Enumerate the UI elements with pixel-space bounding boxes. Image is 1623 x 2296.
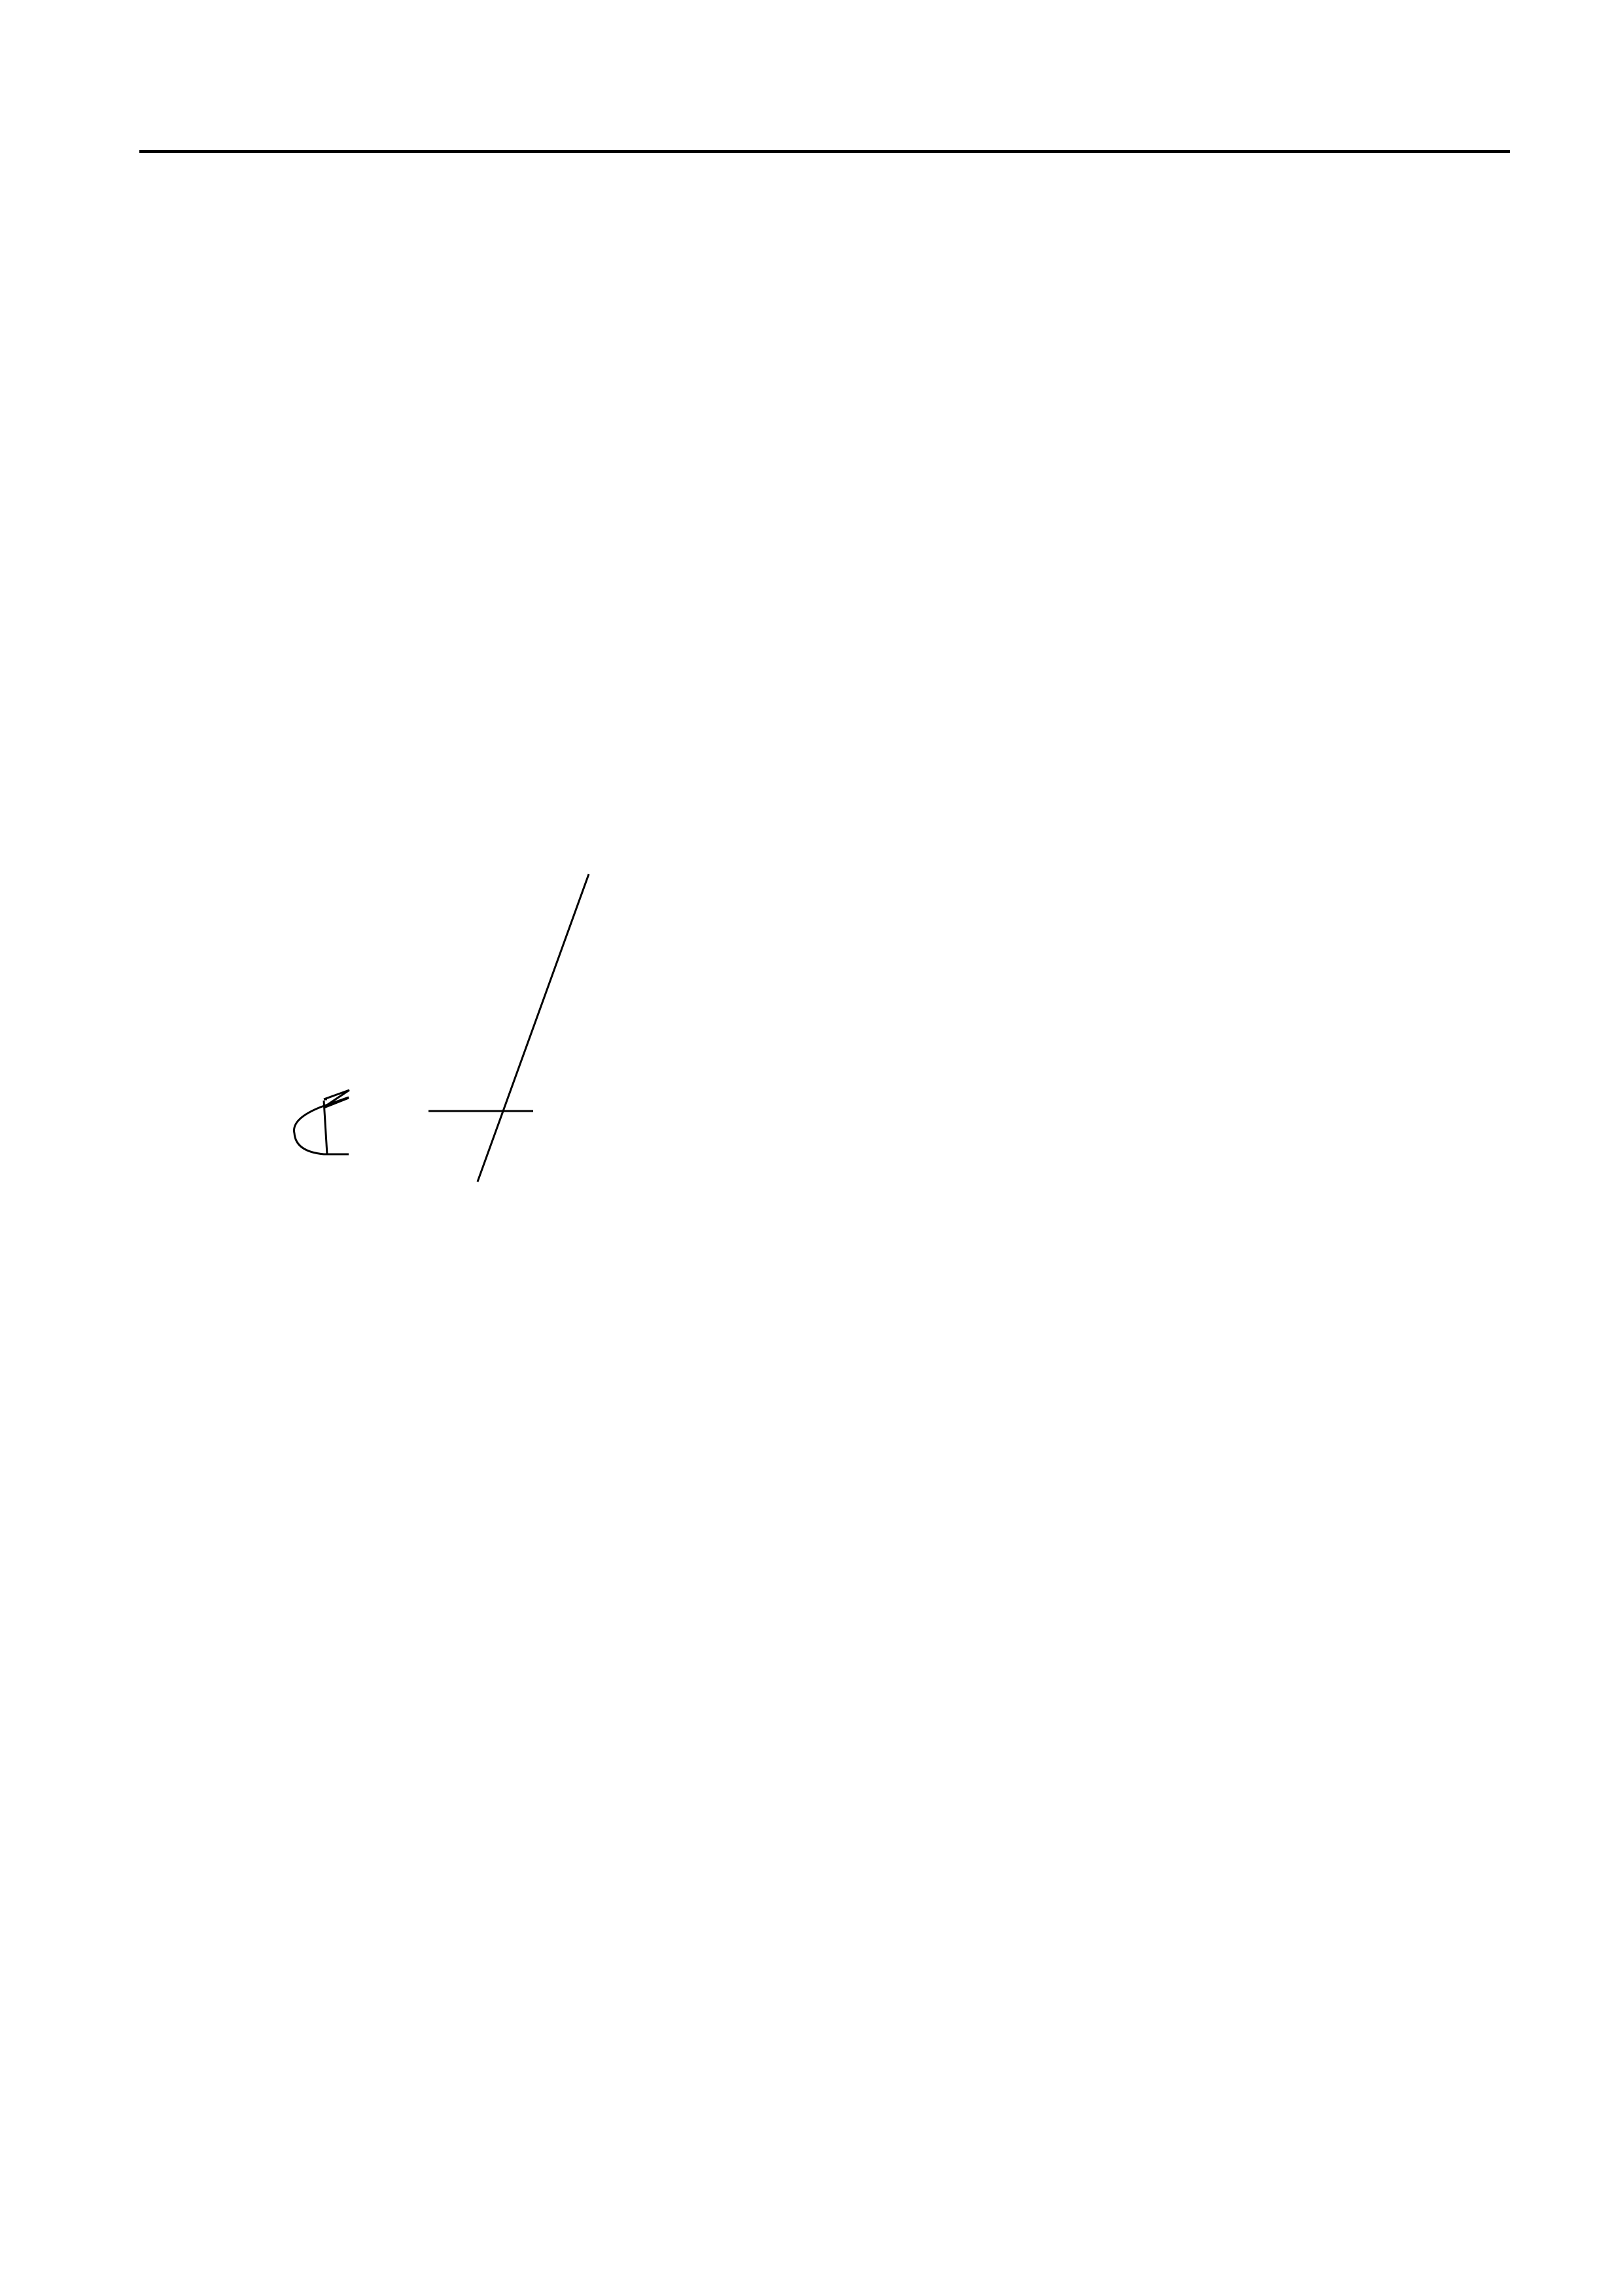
header-rule [139, 150, 1510, 153]
dim-35-shape [294, 1090, 350, 1154]
figure6-drawing [0, 785, 1623, 1243]
angle-oblique-line [478, 874, 589, 1182]
